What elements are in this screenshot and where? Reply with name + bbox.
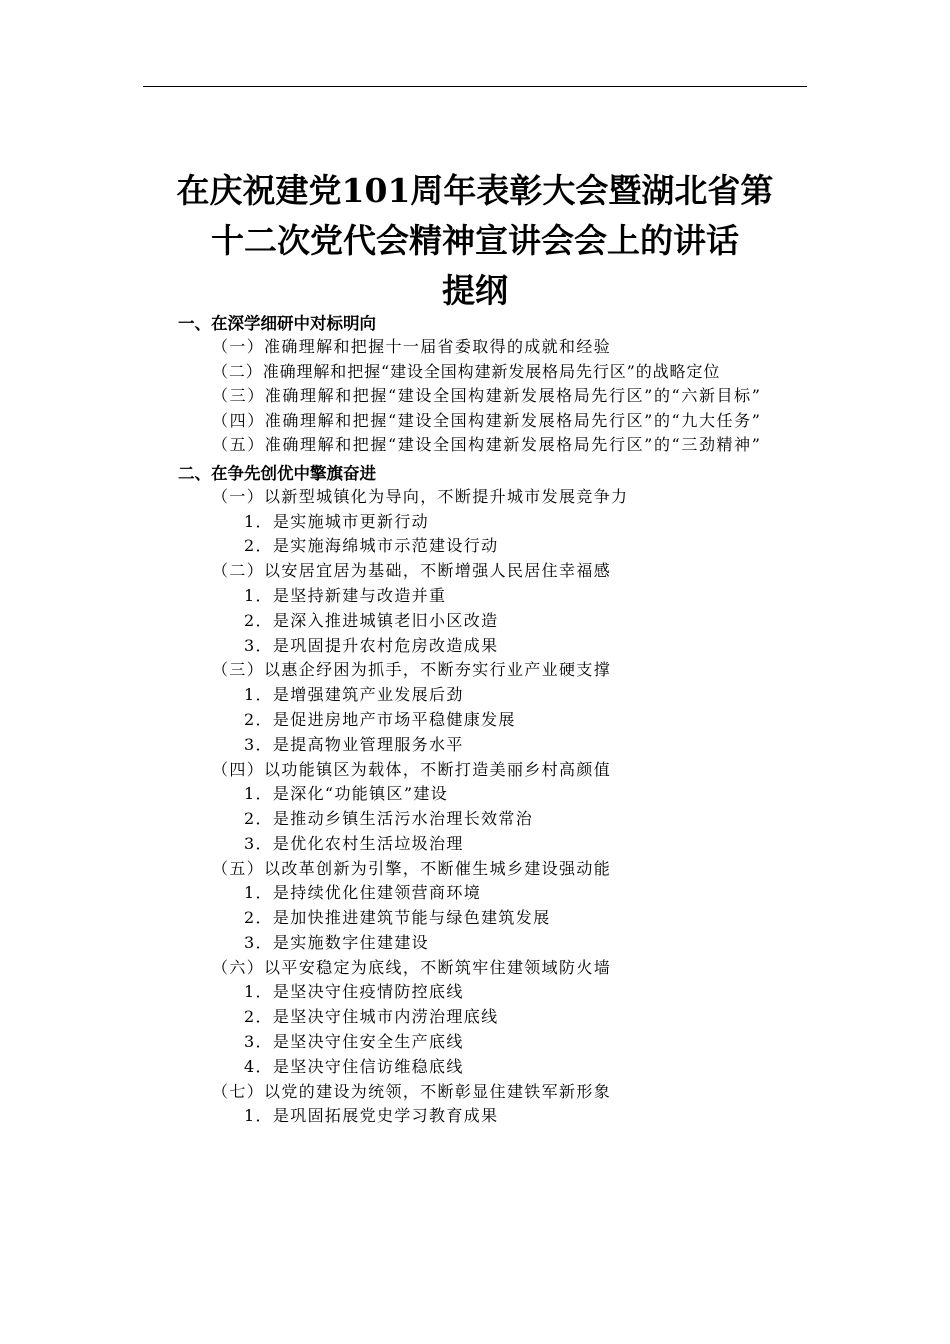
list-item: 1．是深化“功能镇区”建设 xyxy=(244,784,449,804)
subsection-heading: （三）以惠企纾困为抓手，不断夯实行业产业硬支撑 xyxy=(212,660,612,680)
subsection-heading: （七）以党的建设为统领，不断彰显住建铁军新形象 xyxy=(212,1081,612,1101)
list-item: 1．是坚持新建与改造并重 xyxy=(244,585,447,605)
list-item: 3．是优化农村生活垃圾治理 xyxy=(244,833,464,853)
document-title xyxy=(143,166,807,316)
outline xyxy=(0,312,950,1129)
subsection-heading: （二）准确理解和把握“建设全国构建新发展格局先行区”的战略定位 xyxy=(212,361,721,381)
subsection-heading: （三）准确理解和把握“建设全国构建新发展格局先行区”的“六新目标” xyxy=(212,386,762,406)
section-heading: 二、在争先创优中擎旗奋进 xyxy=(178,463,376,483)
list-item: 3．是坚决守住安全生产底线 xyxy=(244,1032,464,1052)
subsection-heading: （五）准确理解和把握“建设全国构建新发展格局先行区”的“三劲精神” xyxy=(212,435,762,455)
subsection-heading: （五）以改革创新为引擎，不断催生城乡建设强动能 xyxy=(212,858,612,878)
list-item: 2．是深入推进城镇老旧小区改造 xyxy=(244,610,499,630)
list-item: 2．是加快推进建筑节能与绿色建筑发展 xyxy=(244,908,551,928)
subsection-heading: （一）准确理解和把握十一届省委取得的成就和经验 xyxy=(212,337,612,356)
list-item: 4．是坚决守住信访维稳底线 xyxy=(244,1056,464,1076)
list-item: 1．是增强建筑产业发展后劲 xyxy=(244,684,464,704)
list-item: 1．是巩固拓展党史学习教育成果 xyxy=(244,1106,499,1126)
section-heading: 一、在深学细研中对标明向 xyxy=(178,314,376,333)
list-item: 1．是实施城市更新行动 xyxy=(244,511,430,531)
subsection-heading: （六）以平安稳定为底线，不断筑牢住建领域防火墙 xyxy=(212,957,612,977)
list-item: 2．是推动乡镇生活污水治理长效常治 xyxy=(244,808,534,828)
subsection-heading: （一）以新型城镇化为导向，不断提升城市发展竞争力 xyxy=(212,486,629,506)
list-item: 2．是坚决守住城市内涝治理底线 xyxy=(244,1007,499,1027)
subsection-heading: （二）以安居宜居为基础，不断增强人民居住幸福感 xyxy=(212,561,612,581)
list-item: 1．是持续优化住建领营商环境 xyxy=(244,883,482,903)
list-item: 3．是巩固提升农村危房改造成果 xyxy=(244,635,499,655)
list-item: 3．是提高物业管理服务水平 xyxy=(244,734,464,754)
list-item: 2．是促进房地产市场平稳健康发展 xyxy=(244,709,516,729)
subsection-heading: （四）以功能镇区为载体，不断打造美丽乡村高颜值 xyxy=(212,759,612,779)
title-line-1: 在庆祝建党101周年表彰大会暨湖北省第 xyxy=(176,171,774,210)
title-line-2: 十二次党代会精神宣讲会会上的讲话 xyxy=(211,221,739,260)
list-item: 2．是实施海绵城市示范建设行动 xyxy=(244,536,499,556)
title-line-3: 提纲 xyxy=(442,271,508,310)
subsection-heading: （四）准确理解和把握“建设全国构建新发展格局先行区”的“九大任务” xyxy=(212,410,762,430)
list-item: 1．是坚决守住疫情防控底线 xyxy=(244,982,464,1002)
header-rule xyxy=(143,86,807,87)
list-item: 3．是实施数字住建建设 xyxy=(244,932,430,952)
